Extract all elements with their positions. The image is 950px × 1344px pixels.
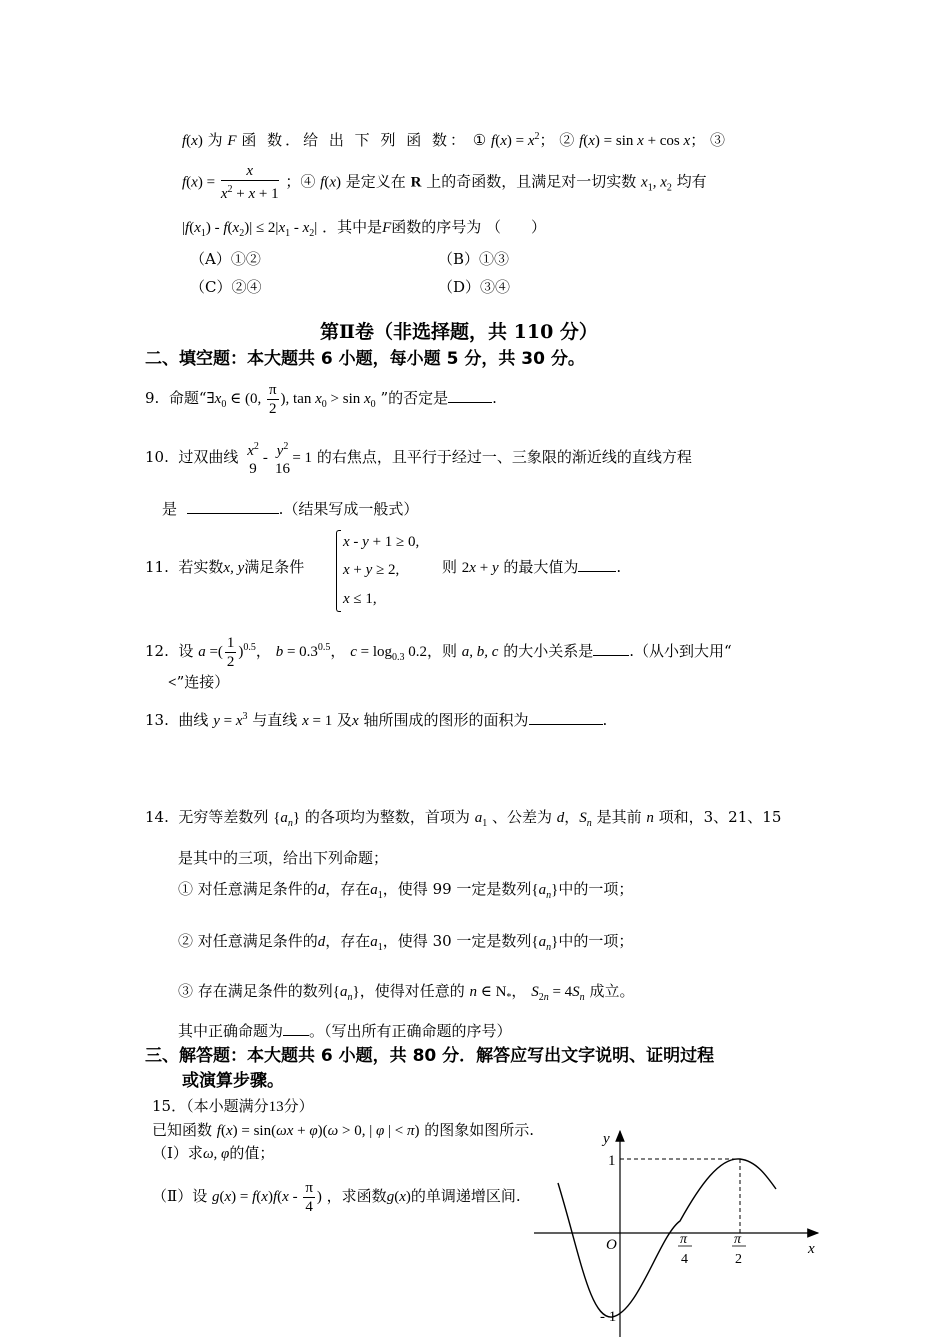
q8-option-b: （B）①③	[438, 250, 510, 268]
q11-cond2: x + y ≥ 2,	[343, 562, 400, 578]
q8-fraction: $\frac{x}{x^2 + x + 1}$	[220, 163, 279, 202]
q11-cond1: x - y + 1 ≥ 0,	[343, 534, 420, 550]
part2-title: 第Ⅱ卷（非选择题，共 110 分）	[320, 321, 598, 343]
q8-option-a: （A）①②	[190, 250, 261, 268]
q11-brace	[336, 530, 341, 612]
x-tick1-num: π	[680, 1232, 688, 1247]
q8-option-d: （D）③④	[438, 278, 511, 296]
q14: 14. 无穷等差数列 $\{a_n\}$ 的各项均为整数，首项为 $a_1$ 、公差为 d，$S_n$ 是其前 n 项和，3、21、15	[145, 808, 782, 829]
q13: 13. 曲线 $y = x^3$ 与直线 x = 1 及x 轴所围成的图形的面积为 .	[145, 711, 608, 729]
section3-heading-line1: 三、解答题：本大题共 6 小题，共 80 分．解答应写出文字说明、证明过程	[145, 1046, 715, 1066]
sine-curve	[558, 1159, 776, 1317]
section2-heading: 二、填空题：本大题共 6 小题，每小题 5 分，共 30 分。	[145, 349, 585, 369]
q14-prop3: ③ 存在满足条件的数列$\{a_n\}$，使得对任意的 n ∈ $N_*$， $S_{2n} = 4S_n$ 成立。	[178, 982, 635, 1003]
q15-part2: （Ⅱ）设 g(x) = f(x)f(x - $\frac{\pi}{4}$ ) ，求函数g(x)的单调递增区间.	[152, 1179, 521, 1215]
q8-line3: $|f(x_1) - f(x_2)| \le 2|x_1 - x_2|$ ．其中是F函数的序号为 （ ）	[182, 218, 547, 239]
q12-line2: <”连接）	[168, 673, 230, 691]
x-tick2-num: π	[734, 1232, 742, 1247]
q15-header: 15．（本小题满分13分）	[152, 1097, 314, 1115]
q14-conclusion: 其中正确命题为 。（写出所有正确命题的序号）	[178, 1022, 512, 1040]
section3-heading-line2: 或演算步骤。	[182, 1071, 284, 1091]
q9: 9. 命题“$\exists x_0$ ∈ (0, $\frac{\pi}{2}$ ), $\tan x_0 > \sin x_0$ ”的否定是 .	[145, 381, 497, 417]
q14-answer-blank[interactable]	[283, 1035, 309, 1036]
x-axis-label: x	[808, 1241, 815, 1257]
q11-answer-blank[interactable]	[578, 571, 616, 572]
y-min-label: - 1	[600, 1309, 617, 1325]
q12: 12. 设 a =( $\frac{1}{2}$ )$^{0.5}$， $b = 0.3^{0.5}$， $c = \log_{0.3} 0.2$，则 a, b, c 的大小关系是 .（从小到大用“	[145, 634, 732, 670]
origin-label: O	[606, 1237, 617, 1253]
q10-line2: 是 .（结果写成一般式）	[162, 500, 419, 518]
q10-answer-blank[interactable]	[187, 513, 279, 514]
q8-option-c: （C）②④	[190, 278, 262, 296]
q15-given: 已知函数 f(x) = sin(ωx + φ)(ω > 0, | φ | < π) 的图象如图所示.	[152, 1121, 535, 1139]
q12-answer-blank[interactable]	[593, 655, 629, 656]
q10: 10. 过双曲线 $x^2$ 9 - $y^2$ 16 = 1 的右焦点，且平行于经过一、三象限的渐近线的直线方程	[145, 441, 692, 477]
x-tick1-den: 4	[681, 1252, 688, 1267]
q14-line2: 是其中的三项，给出下列命题；	[178, 849, 389, 867]
q8-line1: f(x) 为 F 函 数．给 出 下 列 函 数： ① $f(x) = x^2$； ② f(x) = sin x + cos x； ③	[182, 131, 725, 149]
q9-answer-blank[interactable]	[448, 402, 492, 403]
q14-prop1: ① 对任意满足条件的d，存在$a_1$，使得 99 一定是数列$\{a_n\}$中的一项；	[178, 880, 634, 901]
q11-cond3: x ≤ 1,	[343, 591, 377, 607]
x-tick2-den: 2	[735, 1252, 742, 1267]
q8-line2: f(x) = $\frac{x}{x^2 + x + 1}$ ；④ f(x) 是定义在 R 上的奇函数，且满足对一切实数 $x_1$, $x_2$ 均有	[182, 163, 707, 202]
q11-tail: 则 2x + y 的最大值为 .	[442, 558, 622, 576]
q13-answer-blank[interactable]	[529, 724, 603, 725]
y-max-label: 1	[608, 1153, 616, 1169]
y-axis-label: y	[603, 1131, 610, 1147]
q11: 11. 若实数x, y满足条件	[145, 558, 305, 576]
q14-prop2: ② 对任意满足条件的d，存在$a_1$，使得 30 一定是数列$\{a_n\}$中的一项；	[178, 932, 634, 953]
q15-part1: （Ⅰ）求ω, φ的值；	[152, 1144, 275, 1162]
q15-sine-graph	[520, 1125, 830, 1344]
